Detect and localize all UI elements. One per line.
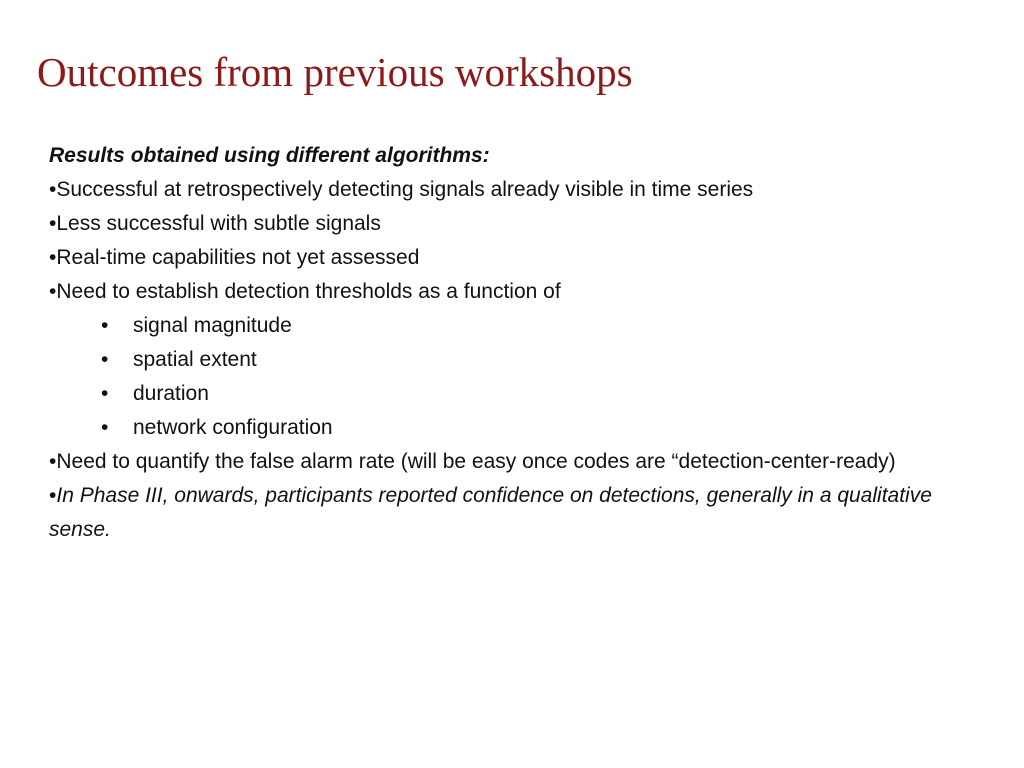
bullet-item: [49, 275, 979, 309]
bullet-text: Less successful with subtle signals: [56, 212, 381, 235]
bullet-icon: •: [49, 178, 57, 201]
sub-bullet-text: duration: [133, 382, 209, 405]
bullet-icon: •: [49, 246, 57, 269]
bullet-icon: •: [49, 484, 57, 507]
sub-bullet-icon: •: [101, 348, 109, 371]
bullet-text: Successful at retrospectively detecting signals already visible in time series: [56, 178, 754, 201]
sub-bullet-item: [49, 377, 979, 411]
sub-bullet-text: signal magnitude: [133, 314, 292, 337]
bullet-item: [49, 241, 979, 275]
sub-bullet-item: [49, 411, 979, 445]
bullet-item: [49, 173, 979, 207]
bullet-item: [49, 207, 979, 241]
bullet-icon: •: [49, 280, 57, 303]
bullet-item: [49, 445, 979, 479]
sub-bullet-icon: •: [101, 416, 109, 439]
sub-bullet-item: [49, 343, 979, 377]
sub-bullet-text: spatial extent: [133, 348, 257, 371]
bullet-icon: •: [49, 450, 57, 473]
bullet-text: Real-time capabilities not yet assessed: [56, 246, 420, 269]
sub-bullet-item: [49, 309, 979, 343]
bullet-text: Need to establish detection thresholds as a function of: [56, 280, 561, 303]
bullet-text: Need to quantify the false alarm rate (will be easy once codes are “detection-center-ready): [56, 450, 896, 473]
bullet-item: [49, 479, 979, 547]
slide-content: [49, 139, 979, 547]
slide-title: Outcomes from previous workshops: [37, 49, 633, 95]
section-heading: Results obtained using different algorithms:: [49, 144, 490, 167]
bullet-icon: •: [49, 212, 57, 235]
bullet-text: In Phase III, onwards, participants reported confidence on detections, generally in a qualitative sense.: [49, 484, 932, 541]
sub-bullet-icon: •: [101, 382, 109, 405]
sub-bullet-icon: •: [101, 314, 109, 337]
sub-bullet-text: network configuration: [133, 416, 333, 439]
